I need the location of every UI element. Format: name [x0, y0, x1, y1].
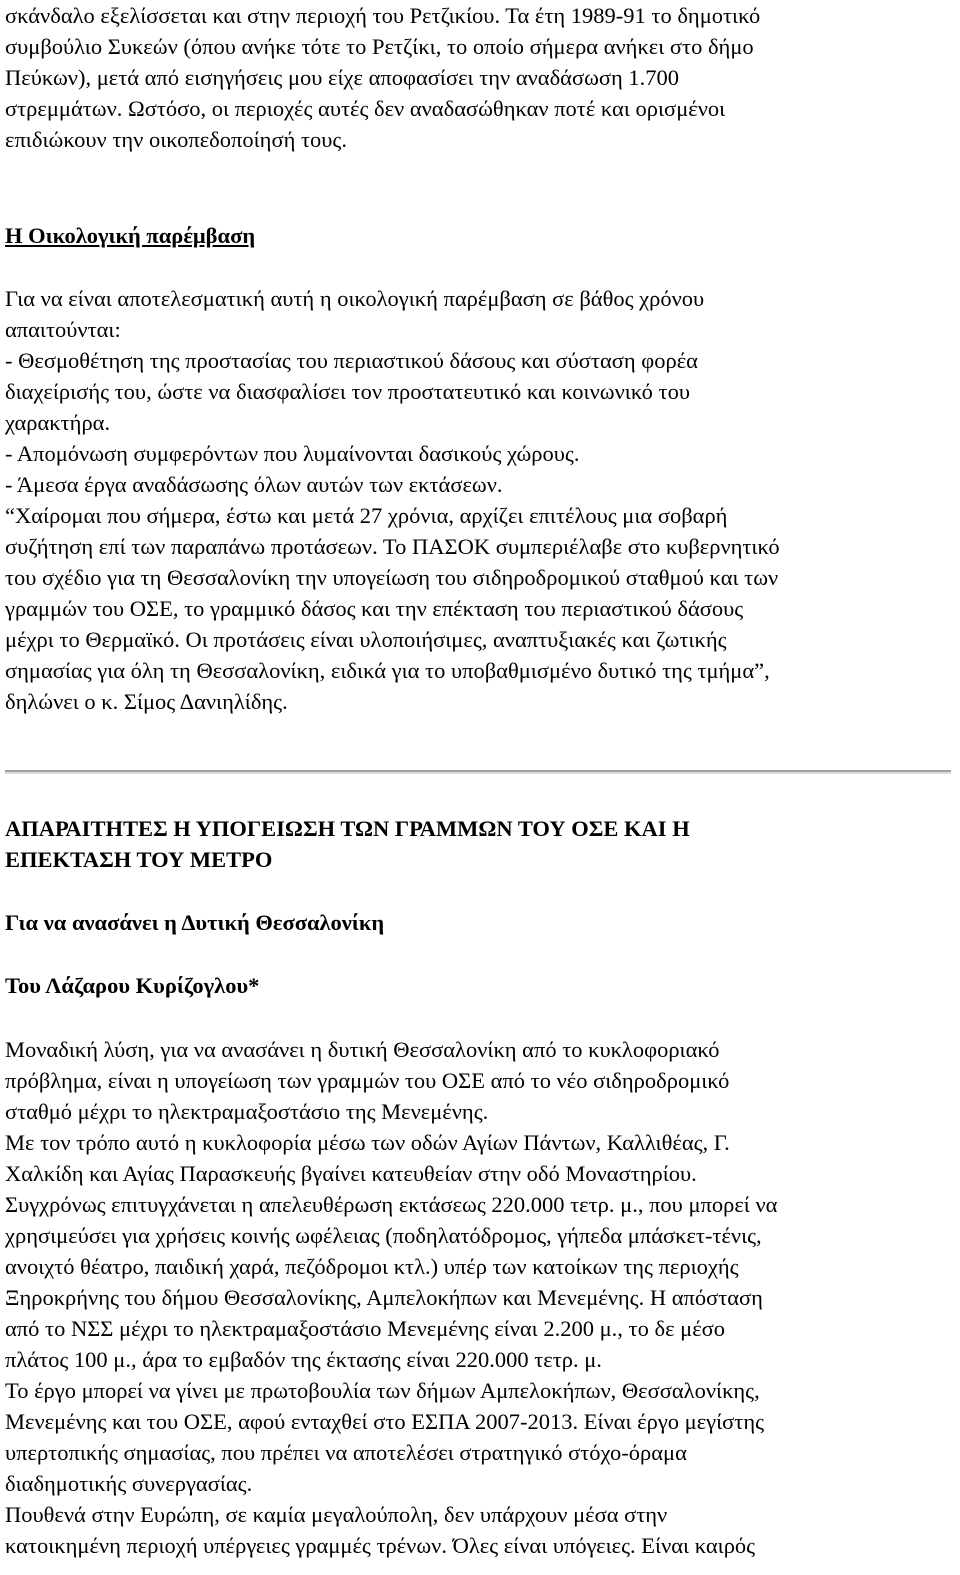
article-subtitle: [5, 907, 955, 938]
text-line: Μενεμένης και του ΟΣΕ, αφού ενταχθεί στο ΕΣΠΑ 2007-2013. Είναι έργο μεγίστης: [5, 1409, 764, 1434]
text-line: κατοικημένη περιοχή υπέργειες γραμμές τρένων. Όλες είναι υπόγειες. Είναι καιρός: [5, 1533, 756, 1558]
intro-paragraph: [5, 0, 955, 155]
text-line: γραμμών του ΟΣΕ, το γραμμικό δάσος και την επέκταση του περιαστικού δάσους: [5, 596, 744, 621]
article-title-line: ΕΠΕΚΤΑΣΗ ΤΟΥ ΜΕΤΡΟ: [5, 847, 273, 872]
subtitle-text: Για να ανασάνει η Δυτική Θεσσαλονίκη: [5, 910, 385, 935]
text-line: απαιτούνται:: [5, 317, 121, 342]
text-line: επιδιώκουν την οικοπεδοποίησή τους.: [5, 127, 347, 152]
text-line: πλάτος 100 μ., άρα το εμβαδόν της έκτασης είναι 220.000 τετρ. μ.: [5, 1347, 602, 1372]
text-line: Με τον τρόπο αυτό η κυκλοφορία μέσω των οδών Αγίων Πάντων, Καλλιθέας, Γ.: [5, 1130, 730, 1155]
text-line: Συγχρόνως επιτυγχάνεται η απελευθέρωση εκτάσεως 220.000 τετρ. μ., που μπορεί να: [5, 1192, 778, 1217]
text-line: μέχρι το Θερμαϊκό. Οι προτάσεις είναι υλοποιήσιμες, αναπτυξιακές και ζωτικής: [5, 627, 727, 652]
text-line: από το ΝΣΣ μέχρι το ηλεκτραμαξοστάσιο Μενεμένης είναι 2.200 μ., το δε μέσο: [5, 1316, 726, 1341]
text-line: συζήτηση επί των παραπάνω προτάσεων. Το ΠΑΣΟΚ συμπεριέλαβε στο κυβερνητικό: [5, 534, 780, 559]
text-line: σκάνδαλο εξελίσσεται και στην περιοχή του Ρετζικίου. Τα έτη 1989-91 το δημοτικό: [5, 3, 761, 28]
section-heading: Η Οικολογική παρέμβαση: [5, 223, 256, 248]
text-line: “Χαίρομαι που σήμερα, έστω και μετά 27 χρόνια, αρχίζει επιτέλους μια σοβαρή: [5, 503, 728, 528]
byline-text: Του Λάζαρου Κυρίζογλου*: [5, 973, 260, 998]
text-line: σταθμό μέχρι το ηλεκτραμαξοστάσιο της Μενεμένης.: [5, 1099, 489, 1124]
horizontal-divider: [5, 770, 951, 774]
text-line: χρησιμεύσει για χρήσεις κοινής ωφέλειας (ποδηλατόδρομος, γήπεδα μπάσκετ-τένις,: [5, 1223, 762, 1248]
article-title: [5, 813, 955, 875]
text-line: πρόβλημα, είναι η υπογείωση των γραμμών του ΟΣΕ από το νέο σιδηροδρομικό: [5, 1068, 730, 1093]
text-line: Πουθενά στην Ευρώπη, σε καμία μεγαλούπολη, δεν υπάρχουν μέσα στην: [5, 1502, 668, 1527]
text-line: - Θεσμοθέτηση της προστασίας του περιαστικού δάσους και σύσταση φορέα: [5, 348, 698, 373]
text-line: Για να είναι αποτελεσματική αυτή η οικολογική παρέμβαση σε βάθος χρόνου: [5, 286, 705, 311]
text-line: διαδημοτικής συνεργασίας.: [5, 1471, 253, 1496]
text-line: στρεμμάτων. Ωστόσο, οι περιοχές αυτές δεν αναδασώθηκαν ποτέ και ορισμένοι: [5, 96, 726, 121]
text-line: δηλώνει ο κ. Σίμος Δανιηλίδης.: [5, 689, 288, 714]
article-body: [5, 1034, 955, 1561]
text-line: Μοναδική λύση, για να ανασάνει η δυτική Θεσσαλονίκη από το κυκλοφοριακό: [5, 1037, 720, 1062]
text-line: συμβούλιο Συκεών (όπου ανήκε τότε το Ρετζίκι, το οποίο σήμερα ανήκει στο δήμο: [5, 34, 754, 59]
text-line: σημασίας για όλη τη Θεσσαλονίκη, ειδικά για το υποβαθμισμένο δυτικό της τμήμα”,: [5, 658, 770, 683]
text-line: του σχέδιο για τη Θεσσαλονίκη την υπογείωση του σιδηροδρομικού σταθμού και των: [5, 565, 779, 590]
section-heading-ecological-intervention: [5, 220, 955, 251]
text-line: χαρακτήρα.: [5, 410, 111, 435]
text-line: Χαλκίδη και Αγίας Παρασκευής βγαίνει κατευθείαν στην οδό Μοναστηρίου.: [5, 1161, 697, 1186]
text-line: Το έργο μπορεί να γίνει με πρωτοβουλία των δήμων Αμπελοκήπων, Θεσσαλονίκης,: [5, 1378, 760, 1403]
text-line: υπερτοπικής σημασίας, που πρέπει να αποτελέσει στρατηγικό στόχο-όραμα: [5, 1440, 687, 1465]
text-line: Πεύκων), μετά από εισηγήσεις μου είχε αποφασίσει την αναδάσωση 1.700: [5, 65, 680, 90]
article-byline: [5, 970, 955, 1001]
section-body: [5, 283, 955, 717]
text-line: διαχείρισής του, ώστε να διασφαλίσει τον προστατευτικό και κοινωνικό του: [5, 379, 690, 404]
text-line: - Απομόνωση συμφερόντων που λυμαίνονται δασικούς χώρους.: [5, 441, 580, 466]
text-line: - Άμεσα έργα αναδάσωσης όλων αυτών των εκτάσεων.: [5, 472, 503, 497]
text-line: Ξηροκρήνης του δήμου Θεσσαλονίκης, Αμπελοκήπων και Μενεμένης. Η απόσταση: [5, 1285, 763, 1310]
text-line: ανοιχτό θέατρο, παιδική χαρά, πεζόδρομοι κτλ.) υπέρ των κατοίκων της περιοχής: [5, 1254, 739, 1279]
article-title-line: ΑΠΑΡΑΙΤΗΤΕΣ Η ΥΠΟΓΕΙΩΣΗ ΤΩΝ ΓΡΑΜΜΩΝ ΤΟΥ ΟΣΕ ΚΑΙ Η: [5, 816, 690, 841]
